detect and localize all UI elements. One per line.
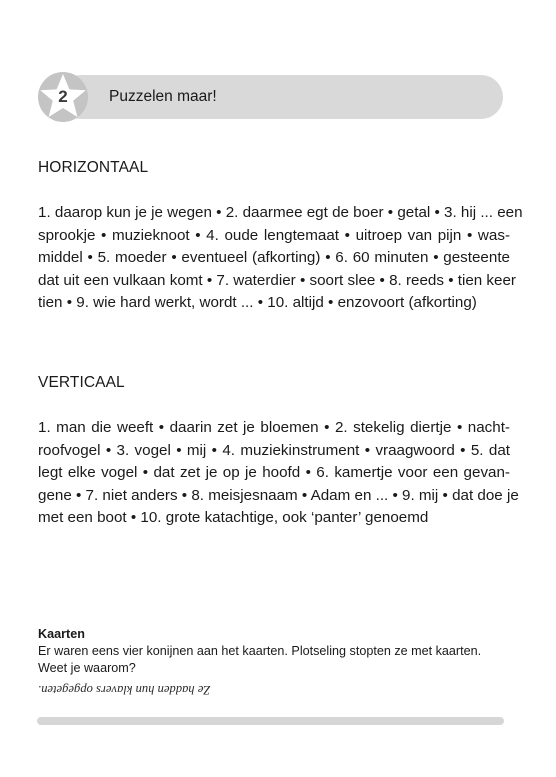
clues-horizontaal: [38, 202, 523, 315]
clue-line: dat uit een vulkaan komt • 7. waterdier • soort slee • 8. reeds • tien keer: [38, 271, 516, 289]
chapter-number: 2: [58, 87, 68, 106]
clue-line: roofvogel • 3. vogel • mij • 4. muziekinstrument • vraagwoord • 5. dat: [38, 441, 510, 459]
chapter-header: [37, 74, 503, 120]
chapter-title: Puzzelen maar!: [109, 88, 217, 105]
heading-verticaal: VERTICAAL: [38, 374, 125, 391]
clue-line: legt elke vogel • dat zet je op je hoofd • 6. kamertje voor een gevan-: [38, 464, 510, 481]
clue-line: tien • 9. wie hard werkt, wordt ... • 10. altijd • enzovoort (afkorting): [38, 294, 477, 311]
clue-line: 1. daarop kun je je wegen • 2. daarmee egt de boer • getal • 3. hij ... een: [38, 204, 523, 221]
heading-horizontaal: HORIZONTAAL: [38, 159, 149, 176]
chapter-number-badge: [37, 71, 89, 123]
clue-line: met een boot • 10. grote katachtige, ook ‘panter’ genoemd: [38, 509, 429, 526]
bottom-rule: [37, 717, 504, 725]
joke-box: [38, 626, 508, 698]
clue-line: 1. man die weeft • daarin zet je bloemen • 2. stekelig diertje • nacht-: [38, 419, 510, 436]
clue-line: middel • 5. moeder • eventueel (afkorting) • 6. 60 minuten • gesteente: [38, 249, 510, 266]
joke-question-end: Weet je waarom?: [38, 661, 136, 675]
clue-line: gene • 7. niet anders • 8. meisjesnaam • Adam en ... • 9. mij • dat doe je: [38, 486, 519, 504]
clue-line: sprookje • muzieknoot • 4. oude lengtemaat • uitroep van pijn • was-: [38, 226, 510, 244]
joke-question: Er waren eens vier konijnen aan het kaarten. Plotseling stopten ze met kaarten.: [38, 644, 482, 658]
joke-answer-upside-down: Ze hadden hun klavers opgegeten.: [38, 683, 211, 697]
clues-verticaal: [38, 417, 519, 530]
joke-title: Kaarten: [38, 627, 85, 641]
